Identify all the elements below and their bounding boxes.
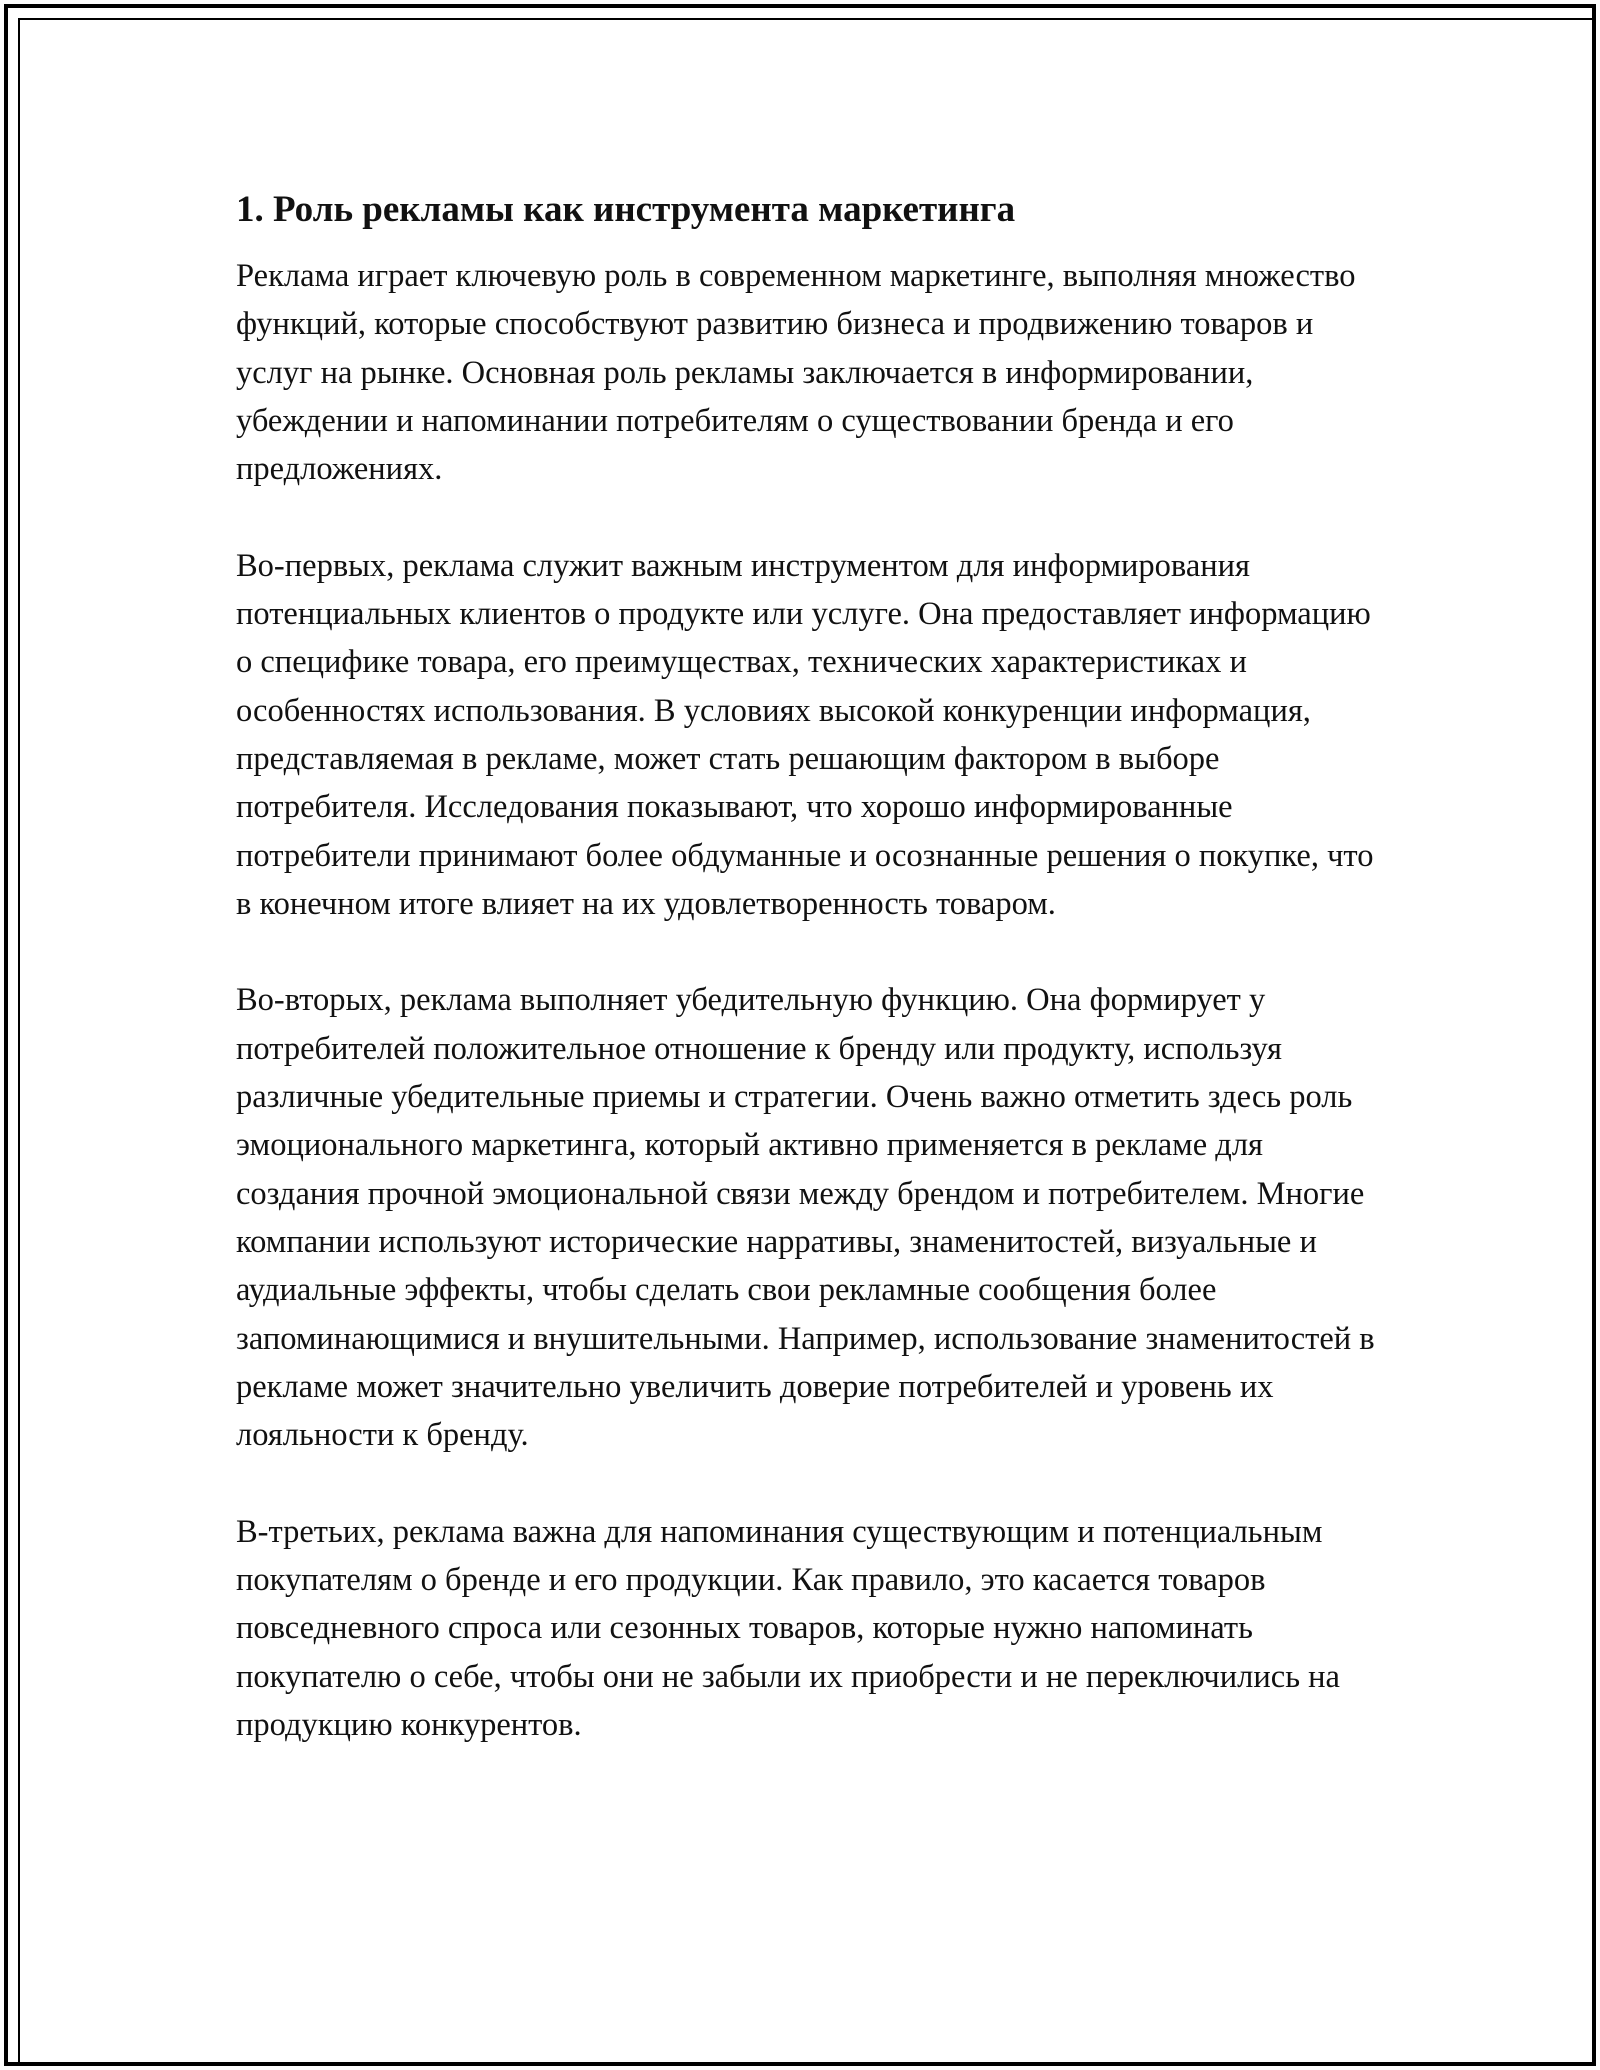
paragraph-persuading: Во-вторых, реклама выполняет убедительную функцию. Она формирует у потребителей положительное отношение к бренду или продукту, используя различные убедительные приемы и стратегии. Очень важно отметить здесь роль эмоционального маркетинга, который активно применяется в рекламе для создания прочной эмоциональной связи между брендом и потребителем. Многие компании используют исторические нарративы, знаменитостей, визуальные и аудиальные эффекты, чтобы сделать свои рекламные сообщения более запоминающимися и внушительными. Например, использование знаменитостей в рекламе может значительно увеличить доверие потребителей и уровень их лояльности к бренду.	[236, 982, 1375, 1454]
paragraph-reminding: В-третьих, реклама важна для напоминания существующим и потенциальным покупателям о бренде и его продукции. Как правило, это касается товаров повседневного спроса или сезонных товаров, которые нужно напоминать покупателю о себе, чтобы они не забыли их приобрести и не переключились на продукцию конкурентов.	[236, 1513, 1340, 1743]
document-body	[236, 186, 1386, 1798]
section-heading: 1. Роль рекламы как инструмента маркетинга	[236, 189, 1016, 230]
paragraph-intro: Реклама играет ключевую роль в современном маркетинге, выполняя множество функций, которые способствуют развитию бизнеса и продвижению товаров и услуг на рынке. Основная роль рекламы заключается в информировании, убеждении и напоминании потребителям о существовании бренда и его предложениях.	[236, 258, 1356, 488]
paragraph-informing: Во-первых, реклама служит важным инструментом для информирования потенциальных клиентов о продукте или услуге. Она предоставляет информацию о специфике товара, его преимуществах, технических характеристиках и особенностях использования. В условиях высокой конкуренции информация, представляемая в рекламе, может стать решающим фактором в выборе потребителя. Исследования показывают, что хорошо информированные потребители принимают более обдуманные и осознанные решения о покупке, что в конечном итоге влияет на их удовлетворенность товаром.	[236, 547, 1374, 922]
